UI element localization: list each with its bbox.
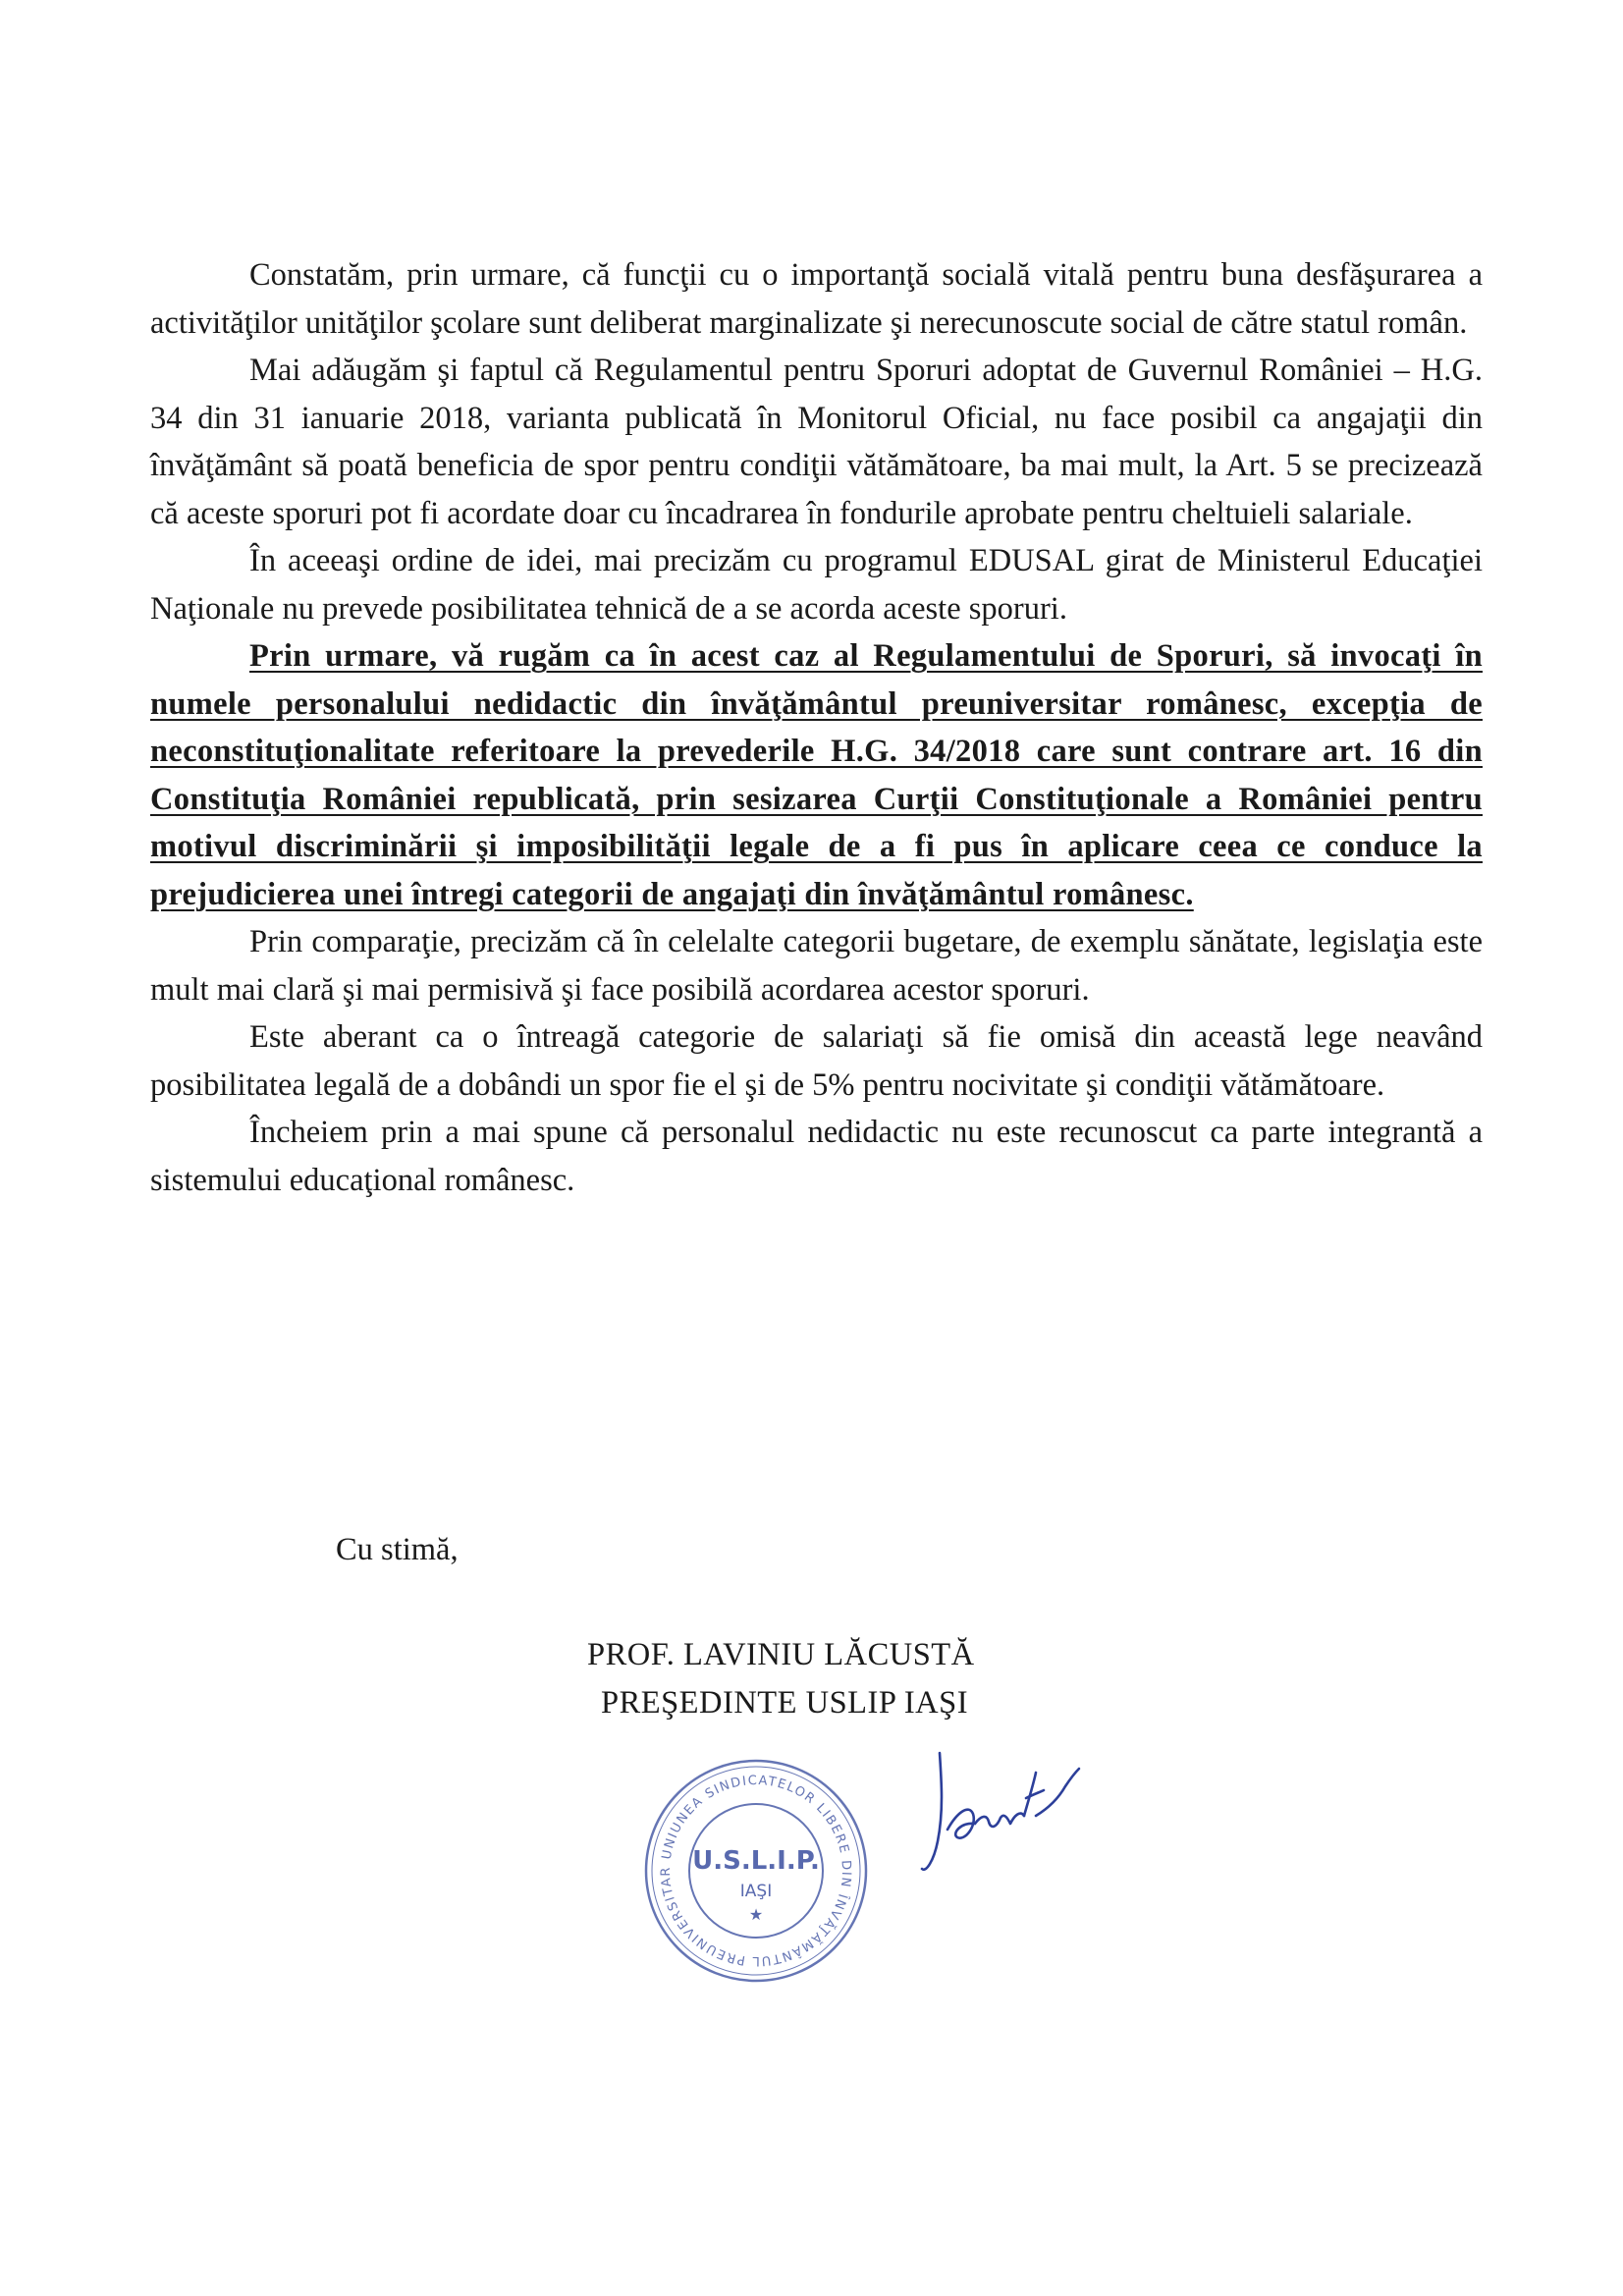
paragraph-2: Mai adăugăm şi faptul că Regulamentul pentru Sporuri adoptat de Guvernul României – H.G. 34 din 31 ianuarie 2018, varianta publicată în Monitorul Oficial, nu face posibil ca angajaţii din învăţământ să poată beneficia de spor pentru condiţii vătămătoare, ba mai mult, la Art. 5 se precizează că aceste sporuri pot fi acordate doar cu încadrarea în fondurile aprobate pentru cheltuieli salariale. bbox=[150, 353, 1483, 531]
signatory-name: PROF. LAVINIU LĂCUSTĂ bbox=[587, 1637, 975, 1672]
stamp-star-icon: ★ bbox=[748, 1905, 764, 1924]
paragraph-5: Prin comparaţie, precizăm că în celelalte categorii bugetare, de exemplu sănătate, legislaţia este mult mai clară şi mai permisivă şi face posibilă acordarea acestor sporuri. bbox=[150, 924, 1483, 1008]
stamp-ring-text: UNIUNEA SINDICATELOR LIBERE DIN ÎNVĂŢĂMÂNTUL PREUNIVERSITAR bbox=[658, 1773, 854, 1969]
paragraph-6: Este aberant ca o întreagă categorie de salariaţi să fie omisă din această lege neavând posibilitatea legală de a dobândi un spor fie el şi de 5% pentru nocivitate şi condiţii vătămătoare. bbox=[150, 1019, 1483, 1103]
paragraph-1: Constatăm, prin urmare, că funcţii cu o importanţă socială vitală pentru buna desfăşurarea a activităţilor unităţilor şcolare sunt deliberat marginalizate şi nerecunoscute social de către statul român. bbox=[150, 257, 1483, 341]
handwritten-signature bbox=[918, 1743, 1085, 1890]
paragraph-3: În aceeaşi ordine de idei, mai precizăm cu programul EDUSAL girat de Ministerul Educaţiei Naţionale nu prevede posibilitatea tehnică de a se acorda aceste sporuri. bbox=[150, 543, 1483, 627]
organization-stamp bbox=[638, 1753, 874, 1989]
closing-salutation: Cu stimă, bbox=[336, 1532, 459, 1567]
paragraph-4-emphasized-request: Prin urmare, vă rugăm ca în acest caz al Regulamentului de Sporuri, să invocaţi în numele personalului nedidactic din învăţământul preuniversitar românesc, excepţia de neconstituţionalitate referitoare la prevederile H.G. 34/2018 care sunt contrare art. 16 din Constituţia României republicată, prin sesizarea Curţii Constituţionale a României pentru motivul discriminării şi imposibilităţii legale de a fi pus în aplicare ceea ce conduce la prejudicierea unei întregi categorii de angajaţi din învăţământul românesc. bbox=[150, 638, 1483, 912]
stamp-center-text: U.S.L.I.P. bbox=[692, 1846, 820, 1876]
paragraph-7: Încheiem prin a mai spune că personalul nedidactic nu este recunoscut ca parte integrantă a sistemului educaţional românesc. bbox=[150, 1115, 1483, 1198]
signatory-title: PREŞEDINTE USLIP IAŞI bbox=[601, 1685, 969, 1721]
stamp-city-text: IAŞI bbox=[739, 1882, 773, 1901]
letter-body bbox=[150, 251, 1483, 1204]
